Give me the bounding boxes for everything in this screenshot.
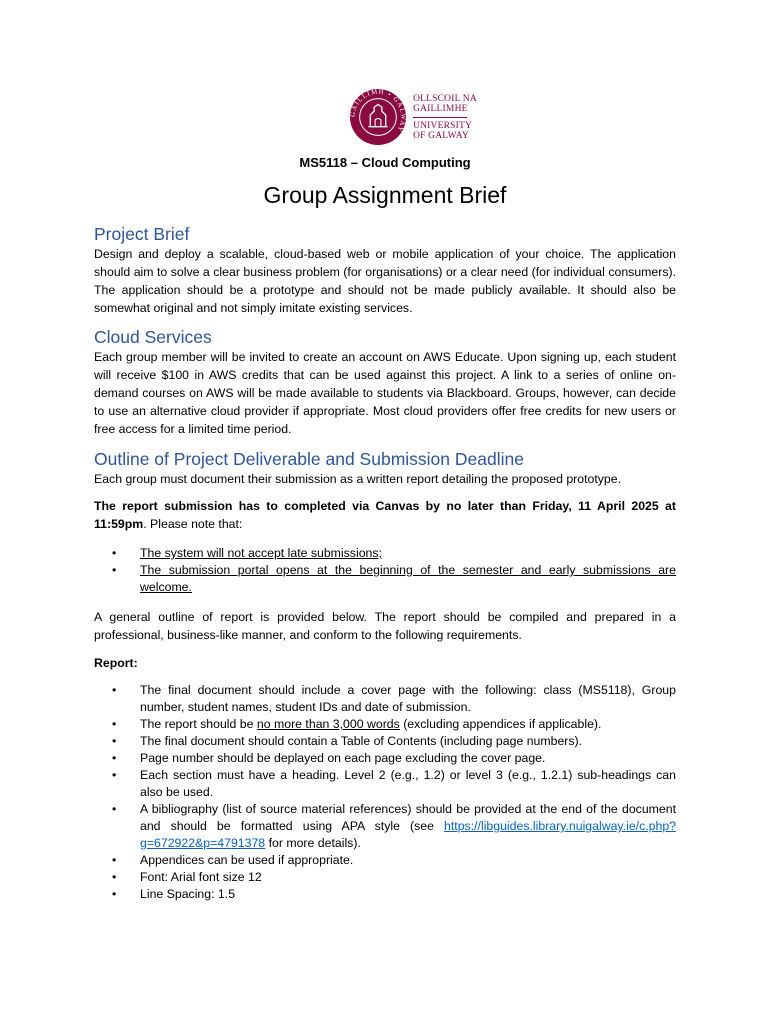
general-outline-paragraph: A general outline of report is provided below. The report should be compiled and prepared in a professional, business-like manner, and conform to the following requirements. (94, 610, 676, 642)
logo-divider (413, 117, 467, 118)
list-item (94, 750, 676, 767)
bullet: • (112, 887, 117, 901)
list-item (94, 545, 676, 562)
requirement-text-post: for more details). (265, 836, 361, 850)
list-item (94, 562, 676, 596)
bullet: • (112, 734, 117, 748)
bullet: • (112, 717, 117, 731)
submission-notes-list (94, 545, 676, 596)
list-item (94, 682, 676, 716)
project-brief-heading: Project Brief (94, 224, 190, 244)
requirement-text-pre: A bibliography (list of source material references) should be provided at the end of the document and should be formatted using APA style (see (140, 802, 676, 833)
bullet: • (112, 546, 117, 560)
university-logo (150, 86, 676, 148)
bullet: • (112, 683, 117, 697)
bullet: • (112, 853, 117, 867)
seal-ring-text: GAILLIMH • GALWAY (349, 88, 407, 134)
list-item (94, 869, 676, 886)
logo-english-line2: OF GALWAY (413, 130, 469, 141)
list-item (94, 886, 676, 903)
cloud-services-body: Each group member will be invited to create an account on AWS Educate. Upon signing up, each student will receive $100 in AWS credits that can be used against this project. A link to a series of online on-demand courses on AWS will be made available to students via Blackboard. Groups, however, can decide to use an alternative cloud provider if appropriate. Most cloud providers offer free credits for new users or free access for a limited time period. (94, 350, 676, 436)
requirement-text: The final document should contain a Table of Contents (including page numbers). (140, 734, 583, 748)
bullet: • (112, 768, 117, 782)
cloud-services-heading: Cloud Services (94, 327, 212, 347)
list-item (94, 716, 676, 733)
bullet: • (112, 870, 117, 884)
university-seal-icon (349, 88, 407, 146)
requirement-text: Page number should be deplayed on each page excluding the cover page. (140, 751, 546, 765)
logo-irish-line1: OLLSCOIL NA (413, 93, 477, 104)
deadline-bold: The report submission has to completed via Canvas by no later than Friday, 11 April 2025 at 11:59pm (94, 499, 676, 531)
requirement-text-pre: The report should be (140, 717, 257, 731)
logo-english-line1: UNIVERSITY (413, 120, 473, 131)
bullet: • (112, 751, 117, 765)
requirement-text: Line Spacing: 1.5 (140, 887, 236, 901)
deadline-paragraph (94, 497, 676, 533)
requirement-text: Each section must have a heading. Level 2 (e.g., 1.2) or level 3 (e.g., 1.2.1) sub-headings can also be used. (140, 768, 676, 799)
word-limit: no more than 3,000 words (256, 717, 400, 731)
logo-irish-line2: GAILLIMHE (413, 103, 468, 114)
requirement-text-post: (excluding appendices if applicable). (399, 717, 602, 731)
document-title: Group Assignment Brief (263, 182, 507, 208)
list-item (94, 852, 676, 869)
outline-heading: Outline of Project Deliverable and Submission Deadline (94, 449, 524, 469)
apa-guide-link[interactable]: https://libguides.library.nuigalway.ie/c.php?g=672922&p=4791378 (140, 819, 676, 850)
list-item (94, 733, 676, 750)
deadline-rest: . Please note that: (143, 517, 243, 531)
project-brief-body: Design and deploy a scalable, cloud-based web or mobile application of your choice. The application should aim to solve a clear business problem (for organisations) or a clear need (for individual consumers). The application should be a prototype and should not be made publicly available. It should also be somewhat original and not simply imitate existing services. (94, 247, 676, 315)
report-requirements-list (94, 682, 676, 903)
bullet: • (112, 563, 117, 577)
requirement-text: The final document should include a cover page with the following: class (MS5118), Group number, student names, student IDs and date of submission. (140, 683, 676, 714)
list-item (94, 767, 676, 801)
note-text: The submission portal opens at the beginning of the semester and early submissions are welcome. (140, 563, 676, 594)
requirement-text: Appendices can be used if appropriate. (140, 853, 354, 867)
course-code: MS5118 – Cloud Computing (299, 155, 471, 170)
note-text: The system will not accept late submissions; (140, 546, 382, 560)
bullet: • (112, 802, 117, 816)
report-label: Report: (94, 656, 138, 670)
outline-intro: Each group must document their submission as a written report detailing the proposed prototype. (94, 472, 622, 486)
list-item (94, 801, 676, 852)
requirement-text: Font: Arial font size 12 (140, 870, 262, 884)
